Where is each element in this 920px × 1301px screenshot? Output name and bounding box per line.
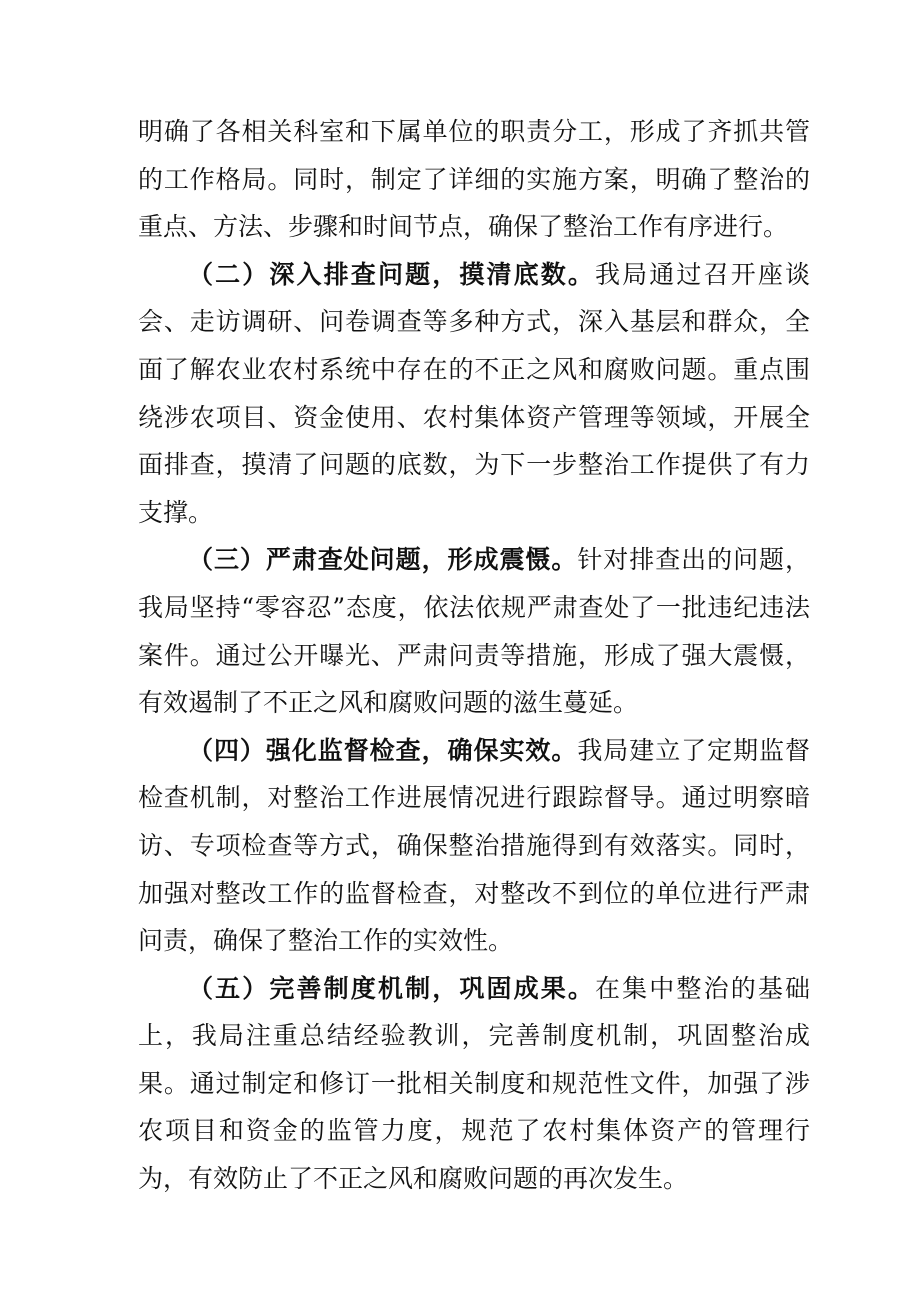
paragraph-body: 明确了各相关科室和下属单位的职责分工，形成了齐抓共管的工作格局。同时，制定了详细的实施方案，明确了整治的重点、方法、步骤和时间节点，确保了整治工作有序进行。 [138,117,810,242]
paragraph-punish-problems [138,536,810,726]
paragraph-body: 我局建立了定期监督检查机制，对整治工作进展情况进行跟踪督导。通过明察暗访、专项检查等方式，确保整治措施得到有效落实。同时，加强对整改工作的监督检查，对整改不到位的单位进行严肃问责，确保了整治工作的实效性。 [138,735,810,956]
paragraph-body: 在集中整治的基础上，我局注重总结经验教训，完善制度机制，巩固整治成果。通过制定和修订一批相关制度和规范性文件，加强了涉农项目和资金的监管力度，规范了农村集体资产的管理行为，有效防止了不正之风和腐败问题的再次发生。 [138,973,810,1194]
paragraph-heading: （三）严肃查处问题，形成震慑。 [188,545,578,575]
paragraph-heading: （五）完善制度机制，巩固成果。 [188,973,596,1003]
document-body [138,108,810,1203]
paragraph-body: 我局通过召开座谈会、走访调研、问卷调查等多种方式，深入基层和群众，全面了解农业农村系统中存在的不正之风和腐败问题。重点围绕涉农项目、资金使用、农村集体资产管理等领域，开展全面排查，摸清了问题的底数，为下一步整治工作提供了有力支撑。 [138,259,810,527]
paragraph-improve-institutions [138,965,810,1203]
paragraph-continued [138,108,810,251]
paragraph-heading: （四）强化监督检查，确保实效。 [188,735,578,765]
paragraph-body: 针对排查出的问题，我局坚持“零容忍”态度，依法依规严肃查处了一批违纪违法案件。通过公开曝光、严肃问责等措施，形成了强大震慑，有效遏制了不正之风和腐败问题的滋生蔓延。 [138,545,810,718]
paragraph-heading: （二）深入排查问题，摸清底数。 [188,259,596,289]
paragraph-strengthen-supervision [138,727,810,965]
paragraph-investigate-problems [138,251,810,537]
